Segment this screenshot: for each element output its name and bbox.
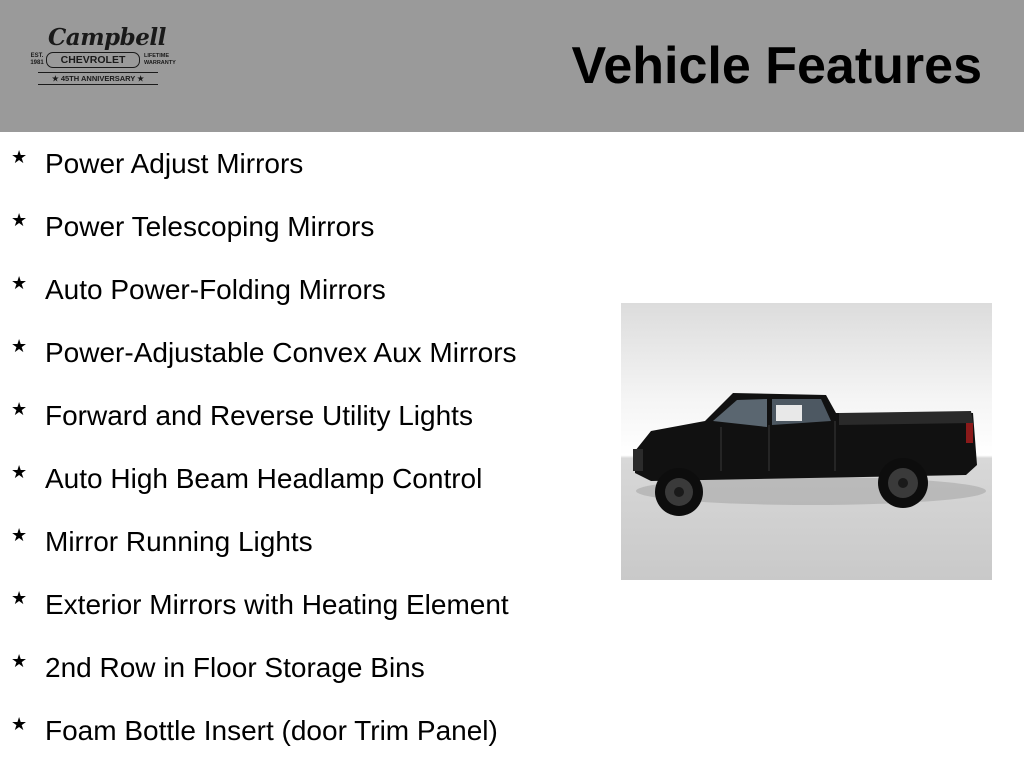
page-title: Vehicle Features [571, 37, 982, 95]
logo-warranty: LIFETIME WARRANTY [144, 53, 176, 66]
star-icon: ★ [11, 336, 28, 357]
vehicle-photo [621, 303, 992, 580]
star-icon: ★ [11, 462, 28, 483]
feature-item [0, 636, 600, 699]
star-icon: ★ [11, 525, 28, 546]
feature-label: Power-Adjustable Convex Aux Mirrors [45, 337, 517, 368]
truck-image [621, 303, 992, 580]
logo-est-year: EST. 1981 [30, 53, 44, 66]
rear-wheel [878, 458, 928, 508]
front-wheel [655, 468, 703, 516]
feature-label: Auto High Beam Headlamp Control [45, 463, 483, 494]
feature-item [0, 699, 600, 762]
feature-item [0, 321, 600, 384]
feature-label: Exterior Mirrors with Heating Element [45, 589, 509, 620]
feature-item [0, 447, 600, 510]
star-icon: ★ [11, 714, 28, 735]
feature-label: Mirror Running Lights [45, 526, 313, 557]
star-icon: ★ [11, 273, 28, 294]
star-icon: ★ [11, 147, 28, 168]
feature-label: Forward and Reverse Utility Lights [45, 400, 473, 431]
feature-item [0, 510, 600, 573]
logo-script-name: Campbell [48, 24, 166, 51]
feature-list [0, 132, 600, 762]
star-icon: ★ [11, 210, 28, 231]
feature-label: Power Adjust Mirrors [45, 148, 304, 179]
logo-anniversary: ★ 45TH ANNIVERSARY ★ [38, 72, 158, 85]
feature-item [0, 384, 600, 447]
logo-brand: CHEVROLET [46, 52, 140, 68]
star-icon: ★ [11, 588, 28, 609]
feature-item [0, 258, 600, 321]
dealer-logo [26, 24, 176, 90]
header-banner [0, 0, 1024, 132]
feature-label: Auto Power-Folding Mirrors [45, 274, 386, 305]
feature-item [0, 132, 600, 195]
star-icon: ★ [11, 651, 28, 672]
feature-label: Power Telescoping Mirrors [45, 211, 375, 242]
feature-label: Foam Bottle Insert (door Trim Panel) [45, 715, 498, 746]
star-icon: ★ [11, 399, 28, 420]
feature-item [0, 195, 600, 258]
feature-item [0, 573, 600, 636]
feature-label: 2nd Row in Floor Storage Bins [45, 652, 425, 683]
